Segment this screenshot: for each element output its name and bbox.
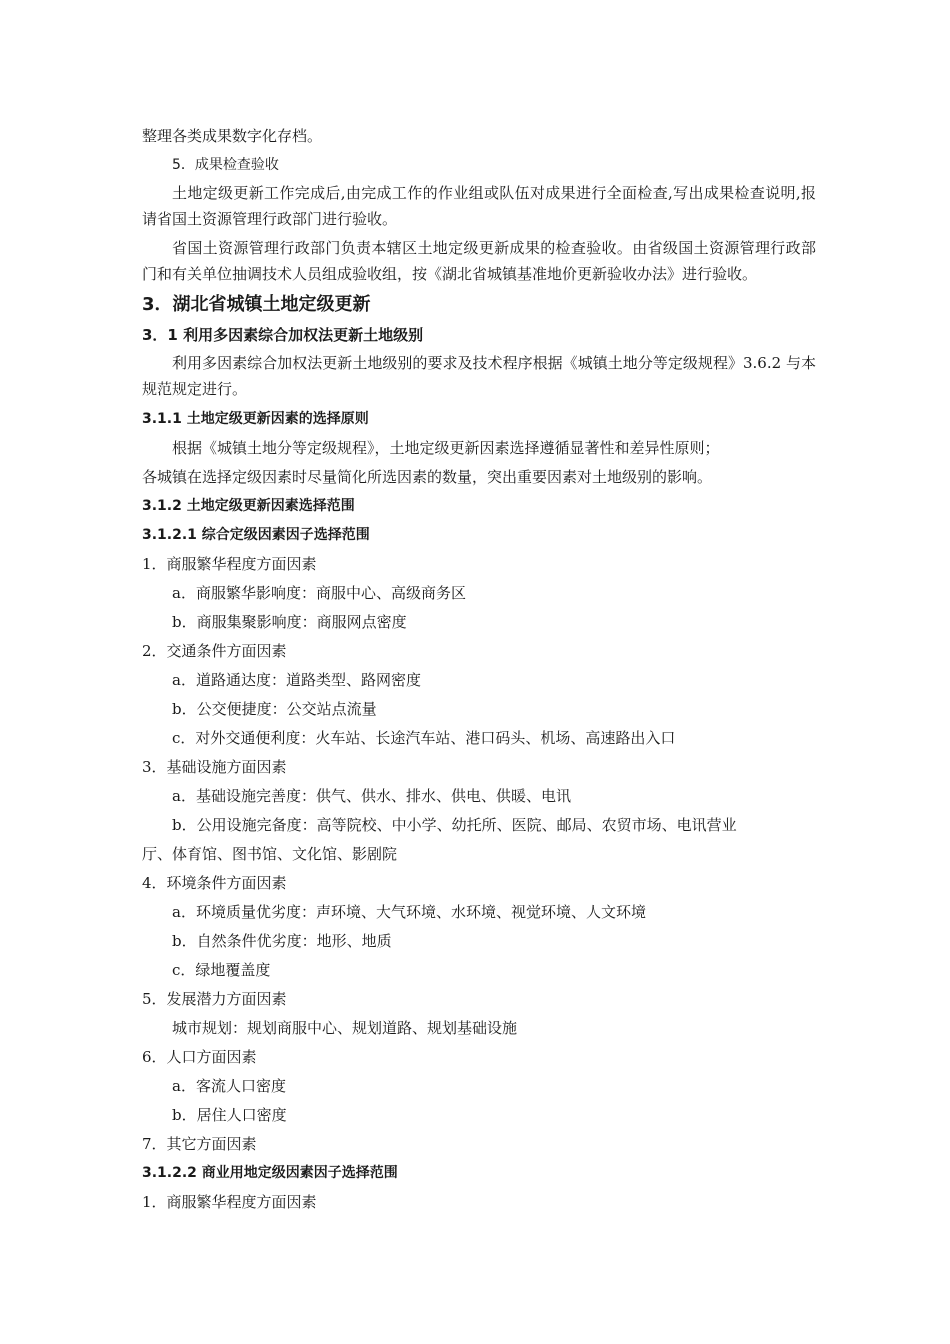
list-item: 1．商服繁华程度方面因素 xyxy=(142,555,317,573)
list-item: c．绿地覆盖度 xyxy=(172,961,271,979)
text-line: 各城镇在选择定级因素时尽量简化所选因素的数量，突出重要因素对土地级别的影响。 xyxy=(142,468,713,486)
text-line: 根据《城镇土地分等定级规程》，土地定级更新因素选择遵循显著性和差异性原则； xyxy=(172,439,720,457)
list-item: b．居住人口密度 xyxy=(172,1106,287,1124)
paragraph: 省国土资源管理行政部门负责本辖区土地定级更新成果的检查验收。由省级国土资源管理行政部门和有关单位抽调技术人员组成验收组，按《湖北省城镇基准地价更新验收办法》进行验收。 xyxy=(142,239,816,283)
subsection-heading: 3.1.2 土地定级更新因素选择范围 xyxy=(142,498,355,514)
paragraph: 土地定级更新工作完成后,由完成工作的作业组或队伍对成果进行全面检查,写出成果检查说明,报请省国土资源管理行政部门进行验收。 xyxy=(142,184,816,228)
list-item: b．商服集聚影响度：商服网点密度 xyxy=(172,613,407,631)
paragraph: 利用多因素综合加权法更新土地级别的要求及技术程序根据《城镇土地分等定级规程》3.6.2 与本规范规定进行。 xyxy=(142,354,816,398)
list-item: 4．环境条件方面因素 xyxy=(142,874,287,892)
list-item: c．对外交通便利度：火车站、长途汽车站、港口码头、机场、高速路出入口 xyxy=(172,729,676,747)
list-item: b．公交便捷度：公交站点流量 xyxy=(172,700,377,718)
list-item: b．自然条件优劣度：地形、地质 xyxy=(172,932,392,950)
subsection-heading: 3．1 利用多因素综合加权法更新土地级别 xyxy=(142,326,424,344)
section-heading: 3．湖北省城镇土地定级更新 xyxy=(142,294,371,315)
list-item: 2．交通条件方面因素 xyxy=(142,642,287,660)
subsection-heading: 3.1.1 土地定级更新因素的选择原则 xyxy=(142,411,369,427)
list-item: 5．发展潜力方面因素 xyxy=(142,990,287,1008)
list-item: a．商服繁华影响度：商服中心、高级商务区 xyxy=(172,584,466,602)
list-item: 3．基础设施方面因素 xyxy=(142,758,287,776)
list-item-continuation: 厅、体育馆、图书馆、文化馆、影剧院 xyxy=(142,845,398,863)
list-item: a．道路通达度：道路类型、路网密度 xyxy=(172,671,421,689)
list-item: a．客流人口密度 xyxy=(172,1077,286,1095)
list-item: b．公用设施完备度：高等院校、中小学、幼托所、医院、邮局、农贸市场、电讯营业 xyxy=(172,816,737,834)
text-line: 整理各类成果数字化存档。 xyxy=(142,127,323,145)
list-item: 5．成果检查验收 xyxy=(172,157,279,173)
list-item: a．基础设施完善度：供气、供水、排水、供电、供暖、电讯 xyxy=(172,787,571,805)
list-item: 1．商服繁华程度方面因素 xyxy=(142,1193,317,1211)
list-item: 城市规划：规划商服中心、规划道路、规划基础设施 xyxy=(172,1019,518,1037)
subsection-heading: 3.1.2.1 综合定级因素因子选择范围 xyxy=(142,527,370,543)
list-item: a．环境质量优劣度：声环境、大气环境、水环境、视觉环境、人文环境 xyxy=(172,903,646,921)
list-item: 7．其它方面因素 xyxy=(142,1135,257,1153)
list-item: 6．人口方面因素 xyxy=(142,1048,257,1066)
subsection-heading: 3.1.2.2 商业用地定级因素因子选择范围 xyxy=(142,1165,398,1181)
